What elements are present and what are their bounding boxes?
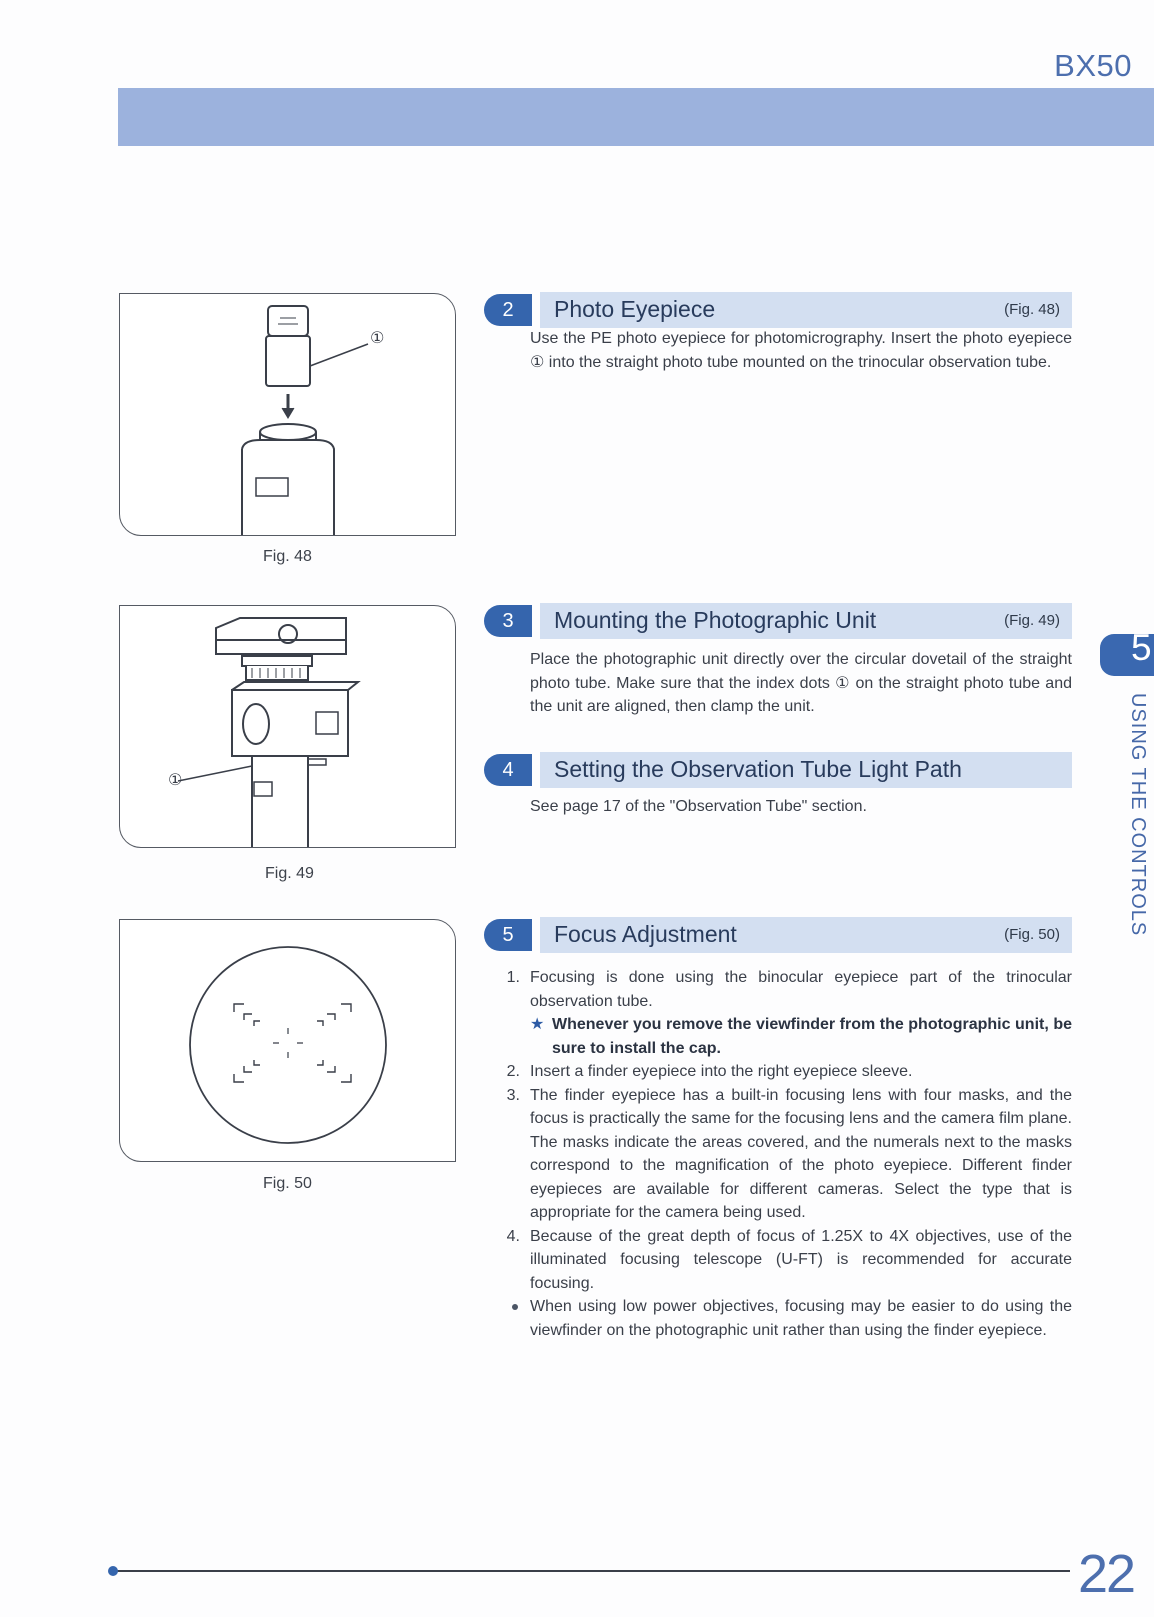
photo-eyepiece-illustration	[120, 294, 456, 536]
figure-reference: (Fig. 50)	[1004, 926, 1060, 943]
bullet-icon	[512, 1304, 518, 1310]
section-number: 2	[484, 294, 532, 326]
list-item-text: Focusing is done using the binocular eyepiece part of the trinocular observation tube.	[530, 969, 1072, 1010]
section-body: Use the PE photo eyepiece for photomicrography. Insert the photo eyepiece ① into the straight photo tube mounted on the trinocular observation tube.	[530, 330, 1072, 371]
list-marker: 2.	[506, 1063, 520, 1080]
section-header-photo-eyepiece	[484, 292, 1072, 328]
footer-dot-icon	[108, 1566, 118, 1576]
figure-reference: (Fig. 49)	[1004, 612, 1060, 629]
footer-rule	[112, 1570, 1070, 1572]
section-title: Photo Eyepiece	[554, 296, 716, 322]
figure-48	[119, 293, 456, 536]
list-item-text: Insert a finder eyepiece into the right eyepiece sleeve.	[530, 1063, 913, 1080]
section-header-light-path	[484, 752, 1072, 788]
list-item	[498, 1084, 1072, 1225]
photographic-unit-illustration	[120, 606, 456, 848]
figure-reference: (Fig. 48)	[1004, 301, 1060, 318]
star-icon: ★	[530, 1016, 545, 1033]
focus-steps-list	[498, 966, 1072, 1342]
caution-text: Whenever you remove the viewfinder from the photographic unit, be sure to install the cap.	[552, 1016, 1072, 1057]
section-body: Place the photographic unit directly over the circular dovetail of the straight photo tube. Make sure that the index dots ① on the straight photo tube and the unit are aligned, then clamp the unit.	[530, 651, 1072, 715]
callout-marker: ①	[370, 330, 385, 347]
header-band	[118, 88, 1154, 146]
section-header-focus-adjustment	[484, 917, 1072, 953]
figure-caption: Fig. 49	[265, 865, 314, 882]
page-number: 22	[1078, 1544, 1135, 1604]
section-body: See page 17 of the "Observation Tube" section.	[530, 798, 867, 815]
list-marker: 4.	[506, 1227, 520, 1245]
section-title: Setting the Observation Tube Light Path	[554, 756, 962, 782]
list-item	[498, 1295, 1072, 1342]
section-header-mounting-unit	[484, 603, 1072, 639]
section-number: 4	[484, 754, 532, 786]
list-item	[498, 1225, 1072, 1296]
figure-caption: Fig. 50	[263, 1175, 312, 1192]
figure-caption: Fig. 48	[263, 548, 312, 565]
figure-49	[119, 605, 456, 848]
section-title-bar	[540, 603, 1072, 639]
section-number: 5	[484, 919, 532, 951]
list-item-text: The finder eyepiece has a built-in focusing lens with four masks, and the focus is practically the same for the focusing lens and the camera film plane. The masks indicate the areas covered, and the numerals next to the masks correspond to the magnification of the photo eyepiece. Different finder eyepieces are available for different cameras. Select the type that is appropriate for the camera being used.	[530, 1086, 1072, 1221]
viewfinder-masks-illustration	[120, 920, 456, 1162]
list-item	[498, 966, 1072, 1013]
section-title-bar	[540, 752, 1072, 788]
list-item-text: When using low power objectives, focusing may be easier to do using the viewfinder on the photographic unit rather than using the finder eyepiece.	[530, 1298, 1072, 1339]
figure-50	[119, 919, 456, 1162]
section-title-bar	[540, 917, 1072, 953]
list-marker: 3.	[506, 1086, 520, 1104]
list-marker: 1.	[506, 969, 520, 986]
chapter-label: USING THE CONTROLS	[1127, 693, 1149, 937]
section-title: Mounting the Photographic Unit	[554, 607, 877, 633]
model-name: BX50	[1054, 48, 1132, 83]
list-item-text: Because of the great depth of focus of 1.25X to 4X objectives, use of the illuminated focusing telescope (U-FT) is recommended for accurate focusing.	[530, 1227, 1072, 1292]
callout-marker: ①	[168, 772, 183, 789]
section-title-bar	[540, 292, 1072, 328]
section-number: 3	[484, 605, 532, 637]
caution-note	[498, 1013, 1072, 1060]
section-title: Focus Adjustment	[554, 921, 737, 947]
chapter-number: 5	[1131, 627, 1152, 668]
list-item	[498, 1060, 1072, 1084]
